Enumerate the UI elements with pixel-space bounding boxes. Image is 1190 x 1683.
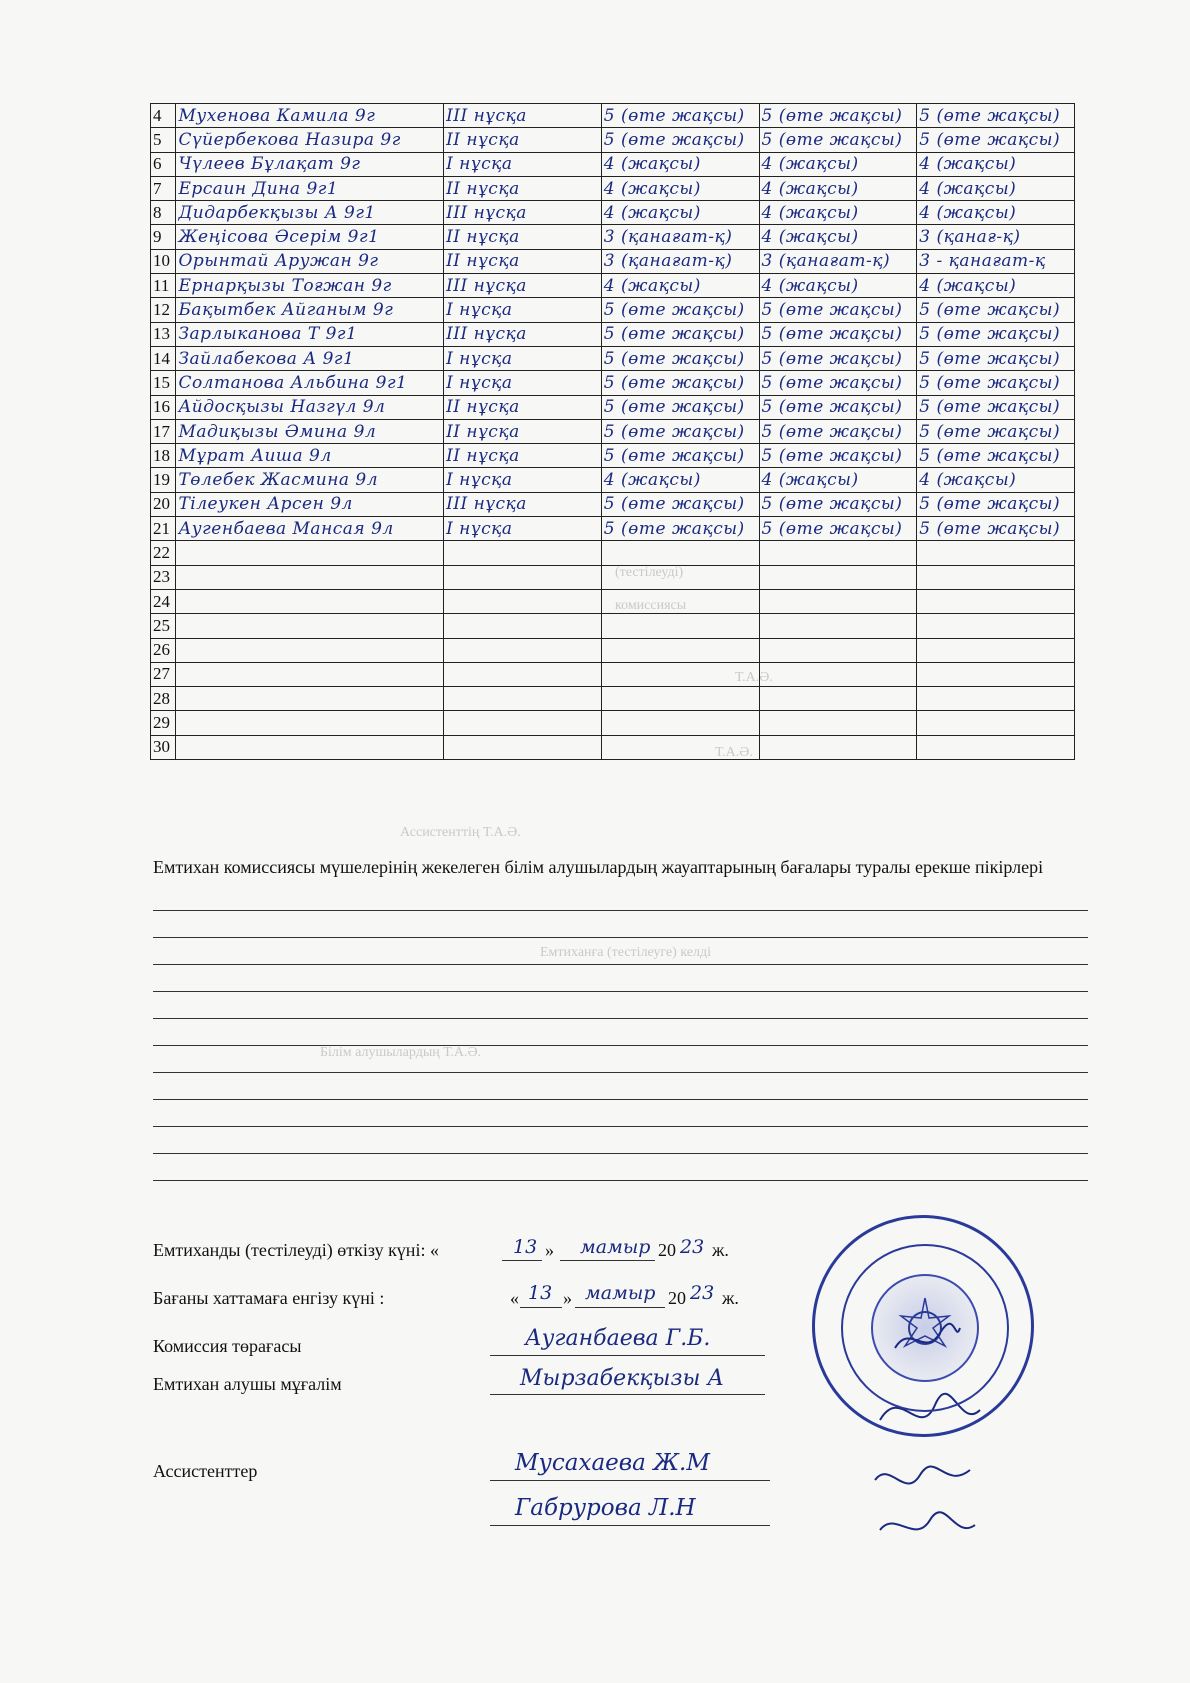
row-number: 16 [151, 395, 176, 419]
grade-3: 5 (өте жақсы) [917, 492, 1075, 516]
note-line [153, 1126, 1088, 1127]
grade-2: 4 (жақсы) [759, 176, 917, 200]
grade-3 [917, 589, 1075, 613]
assistant2-underline [490, 1525, 770, 1526]
grade-1: 3 (қанағат-қ) [601, 225, 759, 249]
grade-3: 5 (өте жақсы) [917, 128, 1075, 152]
table-row [151, 735, 1075, 759]
grade-2: 5 (өте жақсы) [759, 492, 917, 516]
exam-option [444, 687, 602, 711]
grade-3: 3 (қанағ-қ) [917, 225, 1075, 249]
exam-option: II нұсқа [444, 225, 602, 249]
grade-2 [759, 662, 917, 686]
exam-date-month-underline [560, 1260, 655, 1261]
exam-option [444, 711, 602, 735]
exam-date-day-underline [502, 1260, 542, 1261]
student-name: Мухенова Камила 9г [176, 104, 444, 128]
exam-option [444, 638, 602, 662]
grade-3 [917, 687, 1075, 711]
table-row [151, 346, 1075, 370]
official-stamp [812, 1215, 1034, 1437]
student-name [176, 687, 444, 711]
row-number: 5 [151, 128, 176, 152]
row-number: 20 [151, 492, 176, 516]
grade-2: 5 (өте жақсы) [759, 419, 917, 443]
student-name: Зарлыканова Т 9г1 [176, 322, 444, 346]
grade-1: 5 (өте жақсы) [601, 419, 759, 443]
student-name: Бақытбек Айганым 9г [176, 298, 444, 322]
grade-2 [759, 589, 917, 613]
chair-name: Ауганбаева Г.Б. [525, 1326, 711, 1351]
grade-1: 5 (өте жақсы) [601, 492, 759, 516]
grade-3 [917, 614, 1075, 638]
grade-1: 4 (жақсы) [601, 201, 759, 225]
entry-date-open: « [510, 1288, 519, 1308]
assistant2-name: Габрурова Л.Н [515, 1495, 696, 1521]
table-row [151, 662, 1075, 686]
table-row [151, 492, 1075, 516]
row-number: 15 [151, 371, 176, 395]
entry-date-year: 23 [690, 1282, 715, 1304]
row-number: 23 [151, 565, 176, 589]
exam-option [444, 589, 602, 613]
exam-date-mid: » [545, 1240, 554, 1260]
student-name: Солтанова Альбина 9г1 [176, 371, 444, 395]
row-number: 22 [151, 541, 176, 565]
table-row [151, 201, 1075, 225]
note-line [153, 964, 1088, 965]
grade-1: 4 (жақсы) [601, 274, 759, 298]
grade-3: 5 (өте жақсы) [917, 419, 1075, 443]
grade-1: 4 (жақсы) [601, 468, 759, 492]
exam-date-day: 13 [513, 1236, 538, 1258]
assistant1-name: Мусахаева Ж.М [515, 1450, 710, 1476]
grade-2 [759, 711, 917, 735]
bleed-through: (тестілеуді) [615, 565, 684, 580]
note-line [153, 1153, 1088, 1154]
exam-option [444, 614, 602, 638]
bleed-through: Т.А.Ә. [735, 670, 773, 685]
grade-3: 4 (жақсы) [917, 468, 1075, 492]
row-number: 19 [151, 468, 176, 492]
student-name: Сүйербекова Назира 9г [176, 128, 444, 152]
grade-1: 5 (өте жақсы) [601, 298, 759, 322]
bleed-through: Емтиханға (тестілеуге) келді [540, 945, 712, 960]
assistants-label: Ассистенттер [153, 1461, 258, 1481]
grade-1: 5 (өте жақсы) [601, 371, 759, 395]
table-row [151, 589, 1075, 613]
row-number: 7 [151, 176, 176, 200]
student-name: Ернарқызы Тоғжан 9г [176, 274, 444, 298]
grade-2: 5 (өте жақсы) [759, 444, 917, 468]
table-row [151, 249, 1075, 273]
examiner-name: Мырзабекқызы А [520, 1366, 725, 1391]
student-name: Тілеукен Арсен 9л [176, 492, 444, 516]
examiner-underline [490, 1394, 765, 1395]
grade-3: 4 (жақсы) [917, 274, 1075, 298]
entry-date-day: 13 [528, 1282, 553, 1304]
grade-2: 3 (қанағат-қ) [759, 249, 917, 273]
grade-1 [601, 638, 759, 662]
grade-1: 5 (өте жақсы) [601, 104, 759, 128]
grade-2: 5 (өте жақсы) [759, 346, 917, 370]
student-name: Мұрат Аиша 9л [176, 444, 444, 468]
student-name: Чүлеев Бұлақат 9г [176, 152, 444, 176]
grade-1 [601, 541, 759, 565]
chair-underline [490, 1355, 765, 1356]
exam-option: III нұсқа [444, 274, 602, 298]
table-row [151, 225, 1075, 249]
grade-2 [759, 687, 917, 711]
grade-2 [759, 614, 917, 638]
entry-date-label: Бағаны хаттамаға енгізу күні : [153, 1288, 385, 1308]
table-row [151, 711, 1075, 735]
exam-date-label: Емтиханды (тестілеуді) өткізу күні: « [153, 1240, 439, 1260]
note-line [153, 1072, 1088, 1073]
grade-3: 5 (өте жақсы) [917, 322, 1075, 346]
exam-option: I нұсқа [444, 298, 602, 322]
grade-1: 5 (өте жақсы) [601, 322, 759, 346]
note-line [153, 1180, 1088, 1181]
grade-3: 5 (өте жақсы) [917, 371, 1075, 395]
exam-option [444, 541, 602, 565]
grade-3: 5 (өте жақсы) [917, 395, 1075, 419]
table-row [151, 565, 1075, 589]
exam-option: I нұсқа [444, 371, 602, 395]
exam-option [444, 662, 602, 686]
student-name [176, 711, 444, 735]
student-name: Орынтай Аружан 9г [176, 249, 444, 273]
grade-1: 4 (жақсы) [601, 152, 759, 176]
exam-option: II нұсқа [444, 395, 602, 419]
bleed-through: Білім алушылардың Т.А.Ә. [320, 1045, 482, 1060]
row-number: 14 [151, 346, 176, 370]
student-name: Дидарбекқызы А 9г1 [176, 201, 444, 225]
row-number: 9 [151, 225, 176, 249]
grade-1 [601, 711, 759, 735]
entry-date-end: ж. [722, 1288, 739, 1308]
grade-2: 5 (өте жақсы) [759, 517, 917, 541]
exam-option: III нұсқа [444, 492, 602, 516]
row-number: 27 [151, 662, 176, 686]
table-row [151, 371, 1075, 395]
chair-label: Комиссия төрағасы [153, 1336, 302, 1356]
table-row [151, 444, 1075, 468]
exam-option: III нұсқа [444, 322, 602, 346]
grade-1 [601, 565, 759, 589]
table-row [151, 541, 1075, 565]
note-line [153, 937, 1088, 938]
grade-1: 3 (қанағат-қ) [601, 249, 759, 273]
row-number: 13 [151, 322, 176, 346]
table-row [151, 395, 1075, 419]
grade-1: 4 (жақсы) [601, 176, 759, 200]
student-name: Зайлабекова А 9г1 [176, 346, 444, 370]
notes-title: Емтихан комиссиясы мүшелерінің жекелеген білім алушылардың жауаптарының бағалары туралы ерекше пікірлері [153, 857, 1044, 877]
grade-2: 5 (өте жақсы) [759, 371, 917, 395]
bleed-through: Ассистенттің Т.А.Ә. [400, 825, 521, 840]
exam-option: III нұсқа [444, 104, 602, 128]
grade-1 [601, 662, 759, 686]
table-row [151, 468, 1075, 492]
table-row [151, 104, 1075, 128]
grade-1 [601, 589, 759, 613]
exam-option: I нұсқа [444, 468, 602, 492]
grade-1: 5 (өте жақсы) [601, 395, 759, 419]
grade-3: 5 (өте жақсы) [917, 444, 1075, 468]
grade-1 [601, 735, 759, 759]
row-number: 4 [151, 104, 176, 128]
row-number: 28 [151, 687, 176, 711]
student-name [176, 589, 444, 613]
exam-option: II нұсқа [444, 444, 602, 468]
exam-option: I нұсқа [444, 346, 602, 370]
exam-option: III нұсқа [444, 201, 602, 225]
exam-date-end: ж. [712, 1240, 729, 1260]
student-name [176, 662, 444, 686]
entry-date-day-underline [520, 1307, 562, 1308]
table-row [151, 298, 1075, 322]
table-row [151, 322, 1075, 346]
exam-date-year: 23 [680, 1236, 705, 1258]
exam-option: II нұсқа [444, 249, 602, 273]
grade-2: 4 (жақсы) [759, 274, 917, 298]
grade-2 [759, 735, 917, 759]
grade-2: 4 (жақсы) [759, 225, 917, 249]
grade-2: 5 (өте жақсы) [759, 298, 917, 322]
grade-3: 5 (өте жақсы) [917, 104, 1075, 128]
student-name [176, 638, 444, 662]
grade-3 [917, 541, 1075, 565]
table-row [151, 152, 1075, 176]
student-name: Жеңісова Әсерім 9г1 [176, 225, 444, 249]
table-row [151, 638, 1075, 662]
grade-1: 5 (өте жақсы) [601, 444, 759, 468]
student-name [176, 735, 444, 759]
grades-table [150, 103, 1075, 760]
row-number: 12 [151, 298, 176, 322]
entry-date-mid: » [563, 1288, 572, 1308]
table-row [151, 687, 1075, 711]
grade-3: 5 (өте жақсы) [917, 298, 1075, 322]
student-name [176, 614, 444, 638]
grade-3: 4 (жақсы) [917, 201, 1075, 225]
grade-3: 5 (өте жақсы) [917, 346, 1075, 370]
exam-option [444, 565, 602, 589]
exam-option: II нұсқа [444, 419, 602, 443]
exam-option [444, 735, 602, 759]
grade-3 [917, 565, 1075, 589]
note-line [153, 1018, 1088, 1019]
exam-option: I нұсқа [444, 152, 602, 176]
row-number: 25 [151, 614, 176, 638]
row-number: 29 [151, 711, 176, 735]
student-name: Мадиқызы Әмина 9л [176, 419, 444, 443]
row-number: 24 [151, 589, 176, 613]
grade-2 [759, 541, 917, 565]
grade-1 [601, 614, 759, 638]
entry-date-year-prefix: 20 [668, 1288, 686, 1308]
grade-3: 4 (жақсы) [917, 152, 1075, 176]
grade-3 [917, 735, 1075, 759]
grade-1: 5 (өте жақсы) [601, 517, 759, 541]
student-name [176, 541, 444, 565]
table-row [151, 176, 1075, 200]
assistant1-underline [490, 1480, 770, 1481]
row-number: 10 [151, 249, 176, 273]
row-number: 30 [151, 735, 176, 759]
note-line [153, 910, 1088, 911]
table-row [151, 128, 1075, 152]
student-name [176, 565, 444, 589]
grade-3: 5 (өте жақсы) [917, 517, 1075, 541]
row-number: 6 [151, 152, 176, 176]
exam-option: I нұсқа [444, 517, 602, 541]
grade-3 [917, 662, 1075, 686]
bleed-through: комиссиясы [615, 598, 687, 613]
entry-date-month-underline [575, 1307, 665, 1308]
grade-3 [917, 638, 1075, 662]
grade-3 [917, 711, 1075, 735]
table-row [151, 274, 1075, 298]
table-row [151, 419, 1075, 443]
student-name: Төлебек Жасмина 9л [176, 468, 444, 492]
row-number: 8 [151, 201, 176, 225]
grade-2 [759, 565, 917, 589]
note-line [153, 1045, 1088, 1046]
grade-1 [601, 687, 759, 711]
row-number: 21 [151, 517, 176, 541]
row-number: 11 [151, 274, 176, 298]
table-row [151, 614, 1075, 638]
grade-2: 4 (жақсы) [759, 152, 917, 176]
exam-option: II нұсқа [444, 128, 602, 152]
grade-3: 4 (жақсы) [917, 176, 1075, 200]
table-row [151, 517, 1075, 541]
student-name: Ерсаин Дина 9г1 [176, 176, 444, 200]
grade-2: 4 (жақсы) [759, 468, 917, 492]
grade-2: 5 (өте жақсы) [759, 322, 917, 346]
bleed-through: Т.А.Ә. [715, 745, 753, 760]
row-number: 18 [151, 444, 176, 468]
row-number: 26 [151, 638, 176, 662]
examiner-label: Емтихан алушы мұғалім [153, 1374, 342, 1394]
grade-3: 3 - қанағат-қ [917, 249, 1075, 273]
student-name: Айдосқызы Назгүл 9л [176, 395, 444, 419]
row-number: 17 [151, 419, 176, 443]
grade-2: 5 (өте жақсы) [759, 395, 917, 419]
grade-2 [759, 638, 917, 662]
grade-2: 4 (жақсы) [759, 201, 917, 225]
note-line [153, 991, 1088, 992]
exam-option: II нұсқа [444, 176, 602, 200]
grade-1: 5 (өте жақсы) [601, 346, 759, 370]
student-name: Аугенбаева Мансая 9л [176, 517, 444, 541]
exam-date-month: мамыр [580, 1236, 651, 1258]
grade-2: 5 (өте жақсы) [759, 128, 917, 152]
exam-date-year-prefix: 20 [658, 1240, 676, 1260]
grade-1: 5 (өте жақсы) [601, 128, 759, 152]
entry-date-month: мамыр [585, 1282, 656, 1304]
note-line [153, 1099, 1088, 1100]
grade-2: 5 (өте жақсы) [759, 104, 917, 128]
